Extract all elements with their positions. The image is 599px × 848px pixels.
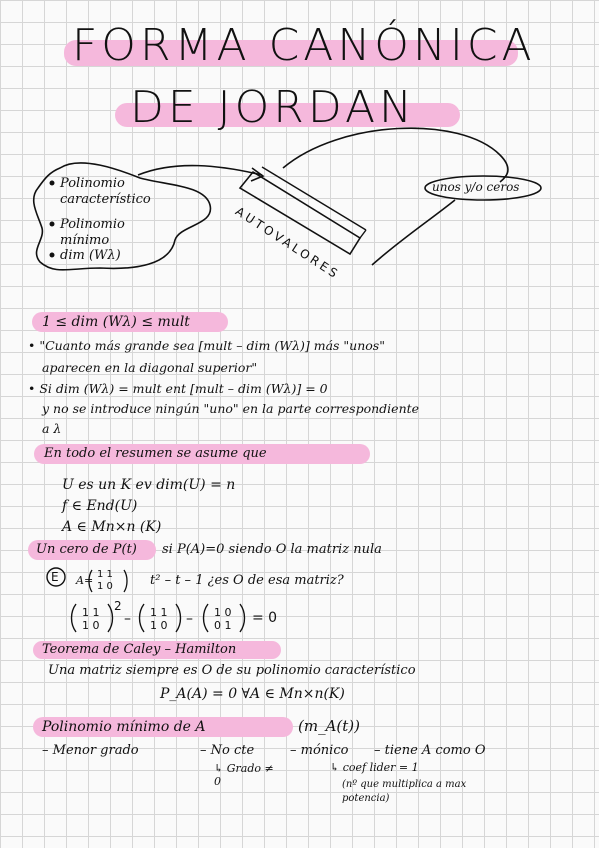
zero-heading: Un cero de P(t) (36, 542, 137, 557)
min-sub-3: (nº que multiplica a max potencia) (342, 779, 467, 804)
mult-line-2: aparecen en la diagonal superior" (42, 360, 258, 375)
min-prop-1: – Menor grado (42, 743, 139, 758)
mult-line-1: • "Cuanto más grande sea [mult – dim (Wλ)] más "unos" (28, 338, 385, 353)
eigenvalues-label: AUTOVALORES (232, 204, 343, 283)
assume-line-1: U es un K ev dim(U) = n (62, 477, 236, 493)
eq-result: = 0 (252, 610, 278, 626)
mult-line-5: a λ (42, 421, 62, 436)
eq-matrix-3-row-2: 0 1 (214, 619, 232, 632)
eq-matrix-1-row-1: 1 1 (82, 606, 100, 619)
assume-line-2: f ∈ End(U) (62, 498, 138, 514)
example-label: E (51, 570, 59, 584)
eq-matrix-2-row-2: 1 0 (150, 619, 168, 632)
page-title-line1: FORMA CANÓNICA (72, 20, 536, 71)
side-note: unos y/o ceros (432, 180, 520, 194)
matrix-a-row-2: 1 0 (97, 581, 113, 592)
eq-matrix-1-row-2: 1 0 (82, 619, 100, 632)
matrix-a-row-1: 1 1 (97, 569, 113, 580)
assume-heading: En todo el resumen se asume que (44, 446, 267, 461)
min-heading: Polinomio mínimo de A (42, 719, 206, 735)
zero-text: si P(A)=0 siendo O la matriz nula (162, 542, 382, 557)
min-sub-2: ↳ coef lider = 1 (330, 761, 419, 774)
example-text: t² – t – 1 ¿es O de esa matriz? (150, 573, 344, 588)
cloud-item-char-poly: Polinomio característico (60, 176, 151, 207)
matrix-a-label: A= (76, 574, 94, 587)
min-prop-4: – tiene A como O (374, 743, 486, 758)
assume-line-3: A ∈ Mn×n (K) (62, 519, 162, 535)
min-prop-2: – No cte (200, 743, 255, 758)
eq-square: 2 (114, 599, 122, 613)
cloud-item-min-poly: Polinomio mínimo (60, 217, 125, 248)
eq-matrix-2-row-1: 1 1 (150, 606, 168, 619)
page-title-line2: DE JORDAN (130, 82, 416, 133)
cayley-formula: P_A(A) = 0 ∀A ∈ Mn×n(K) (160, 686, 345, 702)
eq-matrix-3-row-1: 1 0 (214, 606, 232, 619)
min-sub-1: ↳ Grado ≠ 0 (214, 762, 274, 788)
mult-line-3: • Si dim (Wλ) = mult ent [mult – dim (Wλ)] = 0 (28, 381, 328, 396)
mult-heading: 1 ≤ dim (Wλ) ≤ mult (42, 314, 190, 330)
cayley-text: Una matriz siempre es O de su polinomio característico (48, 663, 416, 678)
min-notation: (m_A(t)) (298, 717, 360, 735)
cayley-heading: Teorema de Caley – Hamilton (42, 642, 237, 657)
cloud-item-dim: dim (Wλ) (60, 248, 121, 263)
eq-minus-1: – (124, 611, 131, 627)
eq-minus-2: – (186, 611, 193, 627)
min-prop-3: – mónico (290, 743, 349, 758)
mult-line-4: y no se introduce ningún "uno" en la parte correspondiente (42, 401, 420, 416)
